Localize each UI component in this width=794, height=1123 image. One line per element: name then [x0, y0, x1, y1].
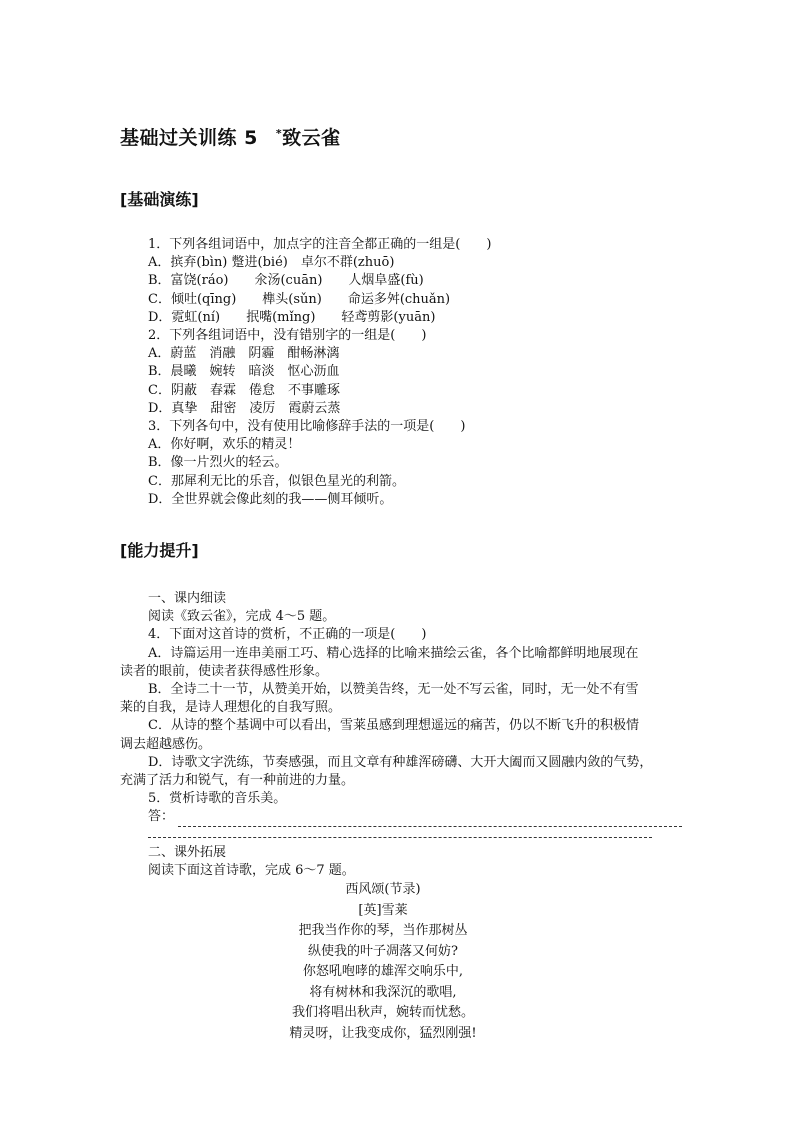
q4-option-a-line1: A．诗篇运用一连串美丽工巧、精心选择的比喻来描绘云雀，各个比喻都鲜明地展现在 [148, 645, 639, 661]
poem-line: 我们将唱出秋声，婉转而忧愁。 [291, 1005, 474, 1021]
poem-line: 你怒吼咆哮的雄浑交响乐中, [302, 964, 464, 980]
answer-line[interactable] [148, 808, 678, 826]
q2-option-a: A．蔚蓝 消融 阴霾 酣畅淋漓 [148, 346, 340, 362]
part2-heading: 二、课外拓展 [148, 844, 227, 860]
q1-option-b: B．富饶(ráo) 氽汤(cuān) 人烟阜盛(fù) [148, 273, 424, 289]
q4-option-b-line1: B．全诗二十一节，从赞美开始，以赞美告终，无一处不写云雀，同时，无一处不有雪 [148, 682, 639, 698]
poem-line: 精灵呀，让我变成你，猛烈刚强! [289, 1025, 477, 1041]
question-4: 4．下面对这首诗的赏析，不正确的一项是( ) [148, 627, 427, 643]
q2-option-c: C．阴蔽 春霖 倦怠 不事雕琢 [148, 382, 340, 398]
question-5: 5．赏析诗歌的音乐美。 [148, 791, 287, 807]
title-star: * [275, 127, 283, 140]
title-sub: 致云雀 [282, 127, 341, 149]
q3-option-b: B．像一片烈火的轻云。 [148, 455, 288, 471]
q4-option-d-line1: D．诗歌文字洗练，节奏感强，而且文章有种雄浑磅礴、大开大阖而又圆融内敛的气势， [148, 754, 653, 770]
question-3: 3．下列各句中，没有使用比喻修辞手法的一项是( ) [148, 419, 466, 435]
answer-blank-1[interactable] [178, 815, 682, 827]
q4-option-c-line1: C．从诗的整个基调中可以看出，雪莱虽感到理想遥远的痛苦，仍以不断飞升的积极情 [148, 718, 639, 734]
basic-exercises [148, 236, 678, 509]
q4-option-a-line2: 读者的眼前，使读者获得感性形象。 [120, 663, 329, 679]
part1-heading: 一、课内细读 [148, 591, 227, 606]
poem [148, 880, 618, 1044]
poem-author: [英]雪莱 [358, 902, 408, 918]
q1-option-d: D．霓虹(ní) 抿嘴(mǐng) 轻鸢剪影(yuān) [148, 309, 436, 325]
ability-exercises [120, 590, 678, 1044]
poem-line: 将有树林和我深沉的歌唱, [309, 984, 457, 1000]
q3-option-d: D．全世界就会像此刻的我——侧耳倾听。 [148, 491, 393, 507]
answer-label: 答： [148, 809, 175, 825]
part2-intro: 阅读下面这首诗歌，完成 6～7 题。 [148, 862, 355, 878]
q4-option-b-line2: 莱的自我，是诗人理想化的自我写照。 [120, 700, 342, 716]
q3-option-c: C．那犀利无比的乐音，似银色星光的利箭。 [148, 473, 405, 489]
q1-option-a: A．摈弃(bìn) 蹩进(bié) 卓尔不群(zhuō) [148, 255, 395, 271]
poem-title: 西风颂(节录) [345, 882, 421, 898]
q1-option-c: C．倾吐(qīng) 榫头(sǔn) 命运多舛(chuǎn) [148, 291, 451, 307]
part1-intro: 阅读《致云雀》，完成 4～5 题。 [148, 609, 336, 625]
section-heading-basic: [基础演练] [120, 190, 199, 209]
question-1: 1．下列各组词语中，加点字的注音全都正确的一组是( ) [148, 237, 492, 252]
page-title [120, 123, 341, 150]
q3-option-a: A．你好啊，欢乐的精灵！ [148, 437, 301, 453]
section-heading-ability: [能力提升] [120, 541, 199, 560]
q2-option-d: D．真挚 甜密 凌厉 霞蔚云蒸 [148, 400, 341, 416]
poem-line: 把我当作你的琴，当作那树丛 [298, 923, 468, 939]
question-2: 2．下列各组词语中，没有错别字的一组是( ) [148, 328, 427, 344]
q4-option-c-line2: 调去超越感伤。 [120, 736, 212, 752]
poem-line: 纵使我的叶子凋落又何妨? [308, 943, 458, 959]
answer-blank-2[interactable] [148, 827, 652, 838]
q4-option-d-line2: 充满了活力和锐气，有一种前进的力量。 [120, 773, 355, 789]
q2-option-b: B．晨曦 婉转 暗淡 怄心沥血 [148, 364, 340, 380]
title-main: 基础过关训练 5 [120, 127, 258, 149]
